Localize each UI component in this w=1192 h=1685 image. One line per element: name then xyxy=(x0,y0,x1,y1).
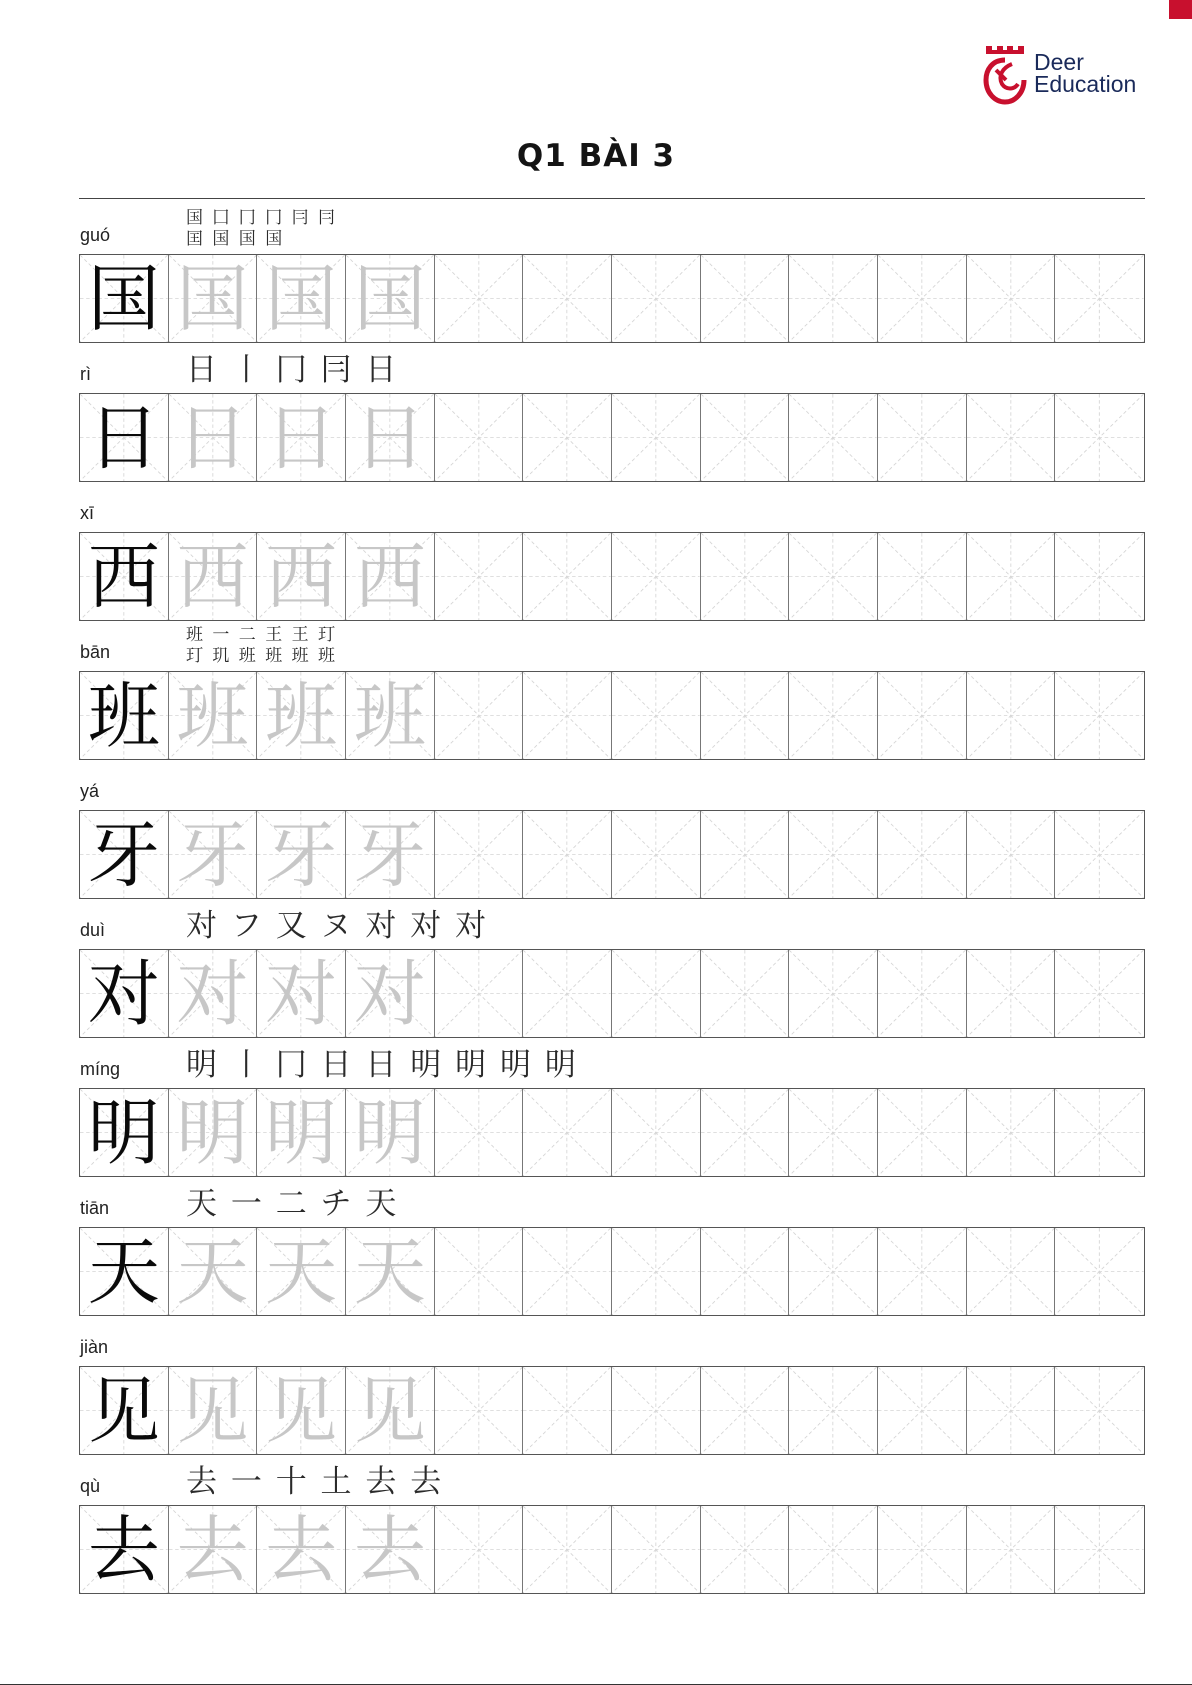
grid-guide-lines xyxy=(1055,672,1144,759)
grid-guide-lines xyxy=(523,1228,611,1315)
trace-character-cell xyxy=(169,1089,258,1176)
empty-practice-cell[interactable] xyxy=(435,255,524,342)
grid-guide-lines xyxy=(612,1089,700,1176)
grid-guide-lines xyxy=(701,1089,789,1176)
empty-practice-cell[interactable] xyxy=(967,950,1056,1037)
grid-guide-lines xyxy=(967,533,1055,620)
empty-practice-cell[interactable] xyxy=(612,672,701,759)
empty-practice-cell[interactable] xyxy=(523,255,612,342)
empty-practice-cell[interactable] xyxy=(1055,1228,1144,1315)
practice-row xyxy=(79,621,1145,760)
pinyin-label: yá xyxy=(80,781,100,801)
grid-guide-lines xyxy=(789,1089,877,1176)
empty-practice-cell[interactable] xyxy=(789,811,878,898)
empty-practice-cell[interactable] xyxy=(701,255,790,342)
model-character: 西 xyxy=(87,534,160,619)
empty-practice-cell[interactable] xyxy=(612,950,701,1037)
pinyin-label: bān xyxy=(80,642,111,662)
empty-practice-cell[interactable] xyxy=(435,394,524,481)
trace-character: 对 xyxy=(265,951,338,1036)
grid-guide-lines xyxy=(701,1228,789,1315)
grid-guide-lines xyxy=(612,533,700,620)
writing-grid xyxy=(79,671,1145,760)
empty-practice-cell[interactable] xyxy=(789,1367,878,1454)
grid-guide-lines xyxy=(789,533,877,620)
empty-practice-cell[interactable] xyxy=(878,811,967,898)
trace-character: 日 xyxy=(353,395,426,480)
model-character-cell xyxy=(80,672,169,759)
grid-guide-lines xyxy=(789,1228,877,1315)
trace-character-cell xyxy=(346,950,435,1037)
trace-character-cell xyxy=(346,672,435,759)
grid-guide-lines xyxy=(967,672,1055,759)
trace-character: 牙 xyxy=(176,812,249,897)
empty-practice-cell[interactable] xyxy=(701,1089,790,1176)
model-character: 去 xyxy=(87,1507,160,1592)
grid-guide-lines xyxy=(435,1228,523,1315)
empty-practice-cell[interactable] xyxy=(878,950,967,1037)
stroke-order-sequence: 班 一 二 王 王 玎 玎 玑 班 班 班 班 xyxy=(186,625,338,666)
grid-guide-lines xyxy=(967,1367,1055,1454)
trace-character-cell xyxy=(346,811,435,898)
trace-character: 牙 xyxy=(353,812,426,897)
practice-row xyxy=(79,204,1145,343)
model-character: 对 xyxy=(87,951,160,1036)
writing-grid xyxy=(79,1366,1145,1455)
writing-grid xyxy=(79,1088,1145,1177)
grid-guide-lines xyxy=(612,811,700,898)
empty-practice-cell[interactable] xyxy=(1055,950,1144,1037)
empty-practice-cell[interactable] xyxy=(435,1228,524,1315)
stroke-order-sequence: 天 一 二 チ 天 xyxy=(186,1186,399,1222)
empty-practice-cell[interactable] xyxy=(967,1367,1056,1454)
empty-practice-cell[interactable] xyxy=(967,533,1056,620)
grid-guide-lines xyxy=(967,811,1055,898)
trace-character: 日 xyxy=(265,395,338,480)
empty-practice-cell[interactable] xyxy=(789,1506,878,1593)
trace-character-cell xyxy=(257,950,346,1037)
grid-guide-lines xyxy=(1055,1367,1144,1454)
model-character-cell xyxy=(80,533,169,620)
trace-character: 明 xyxy=(265,1090,338,1175)
empty-practice-cell[interactable] xyxy=(701,1506,790,1593)
empty-practice-cell[interactable] xyxy=(612,1367,701,1454)
model-character: 天 xyxy=(87,1229,160,1314)
writing-grid xyxy=(79,532,1145,621)
model-character-cell xyxy=(80,394,169,481)
grid-guide-lines xyxy=(523,950,611,1037)
grid-guide-lines xyxy=(789,950,877,1037)
stroke-order-sequence: 对 フ 又 ヌ 对 对 对 xyxy=(186,908,489,944)
empty-practice-cell[interactable] xyxy=(789,394,878,481)
model-character: 国 xyxy=(87,256,160,341)
trace-character-cell xyxy=(346,1367,435,1454)
trace-character: 班 xyxy=(353,673,426,758)
empty-practice-cell[interactable] xyxy=(523,533,612,620)
trace-character: 对 xyxy=(353,951,426,1036)
trace-character: 日 xyxy=(176,395,249,480)
empty-practice-cell[interactable] xyxy=(435,950,524,1037)
trace-character-cell xyxy=(169,533,258,620)
grid-guide-lines xyxy=(612,950,700,1037)
grid-guide-lines xyxy=(612,255,700,342)
grid-guide-lines xyxy=(1055,394,1144,481)
trace-character: 国 xyxy=(353,256,426,341)
stroke-order-sequence: 日 丨 冂 冃 日 xyxy=(186,352,399,388)
model-character-cell xyxy=(80,950,169,1037)
grid-guide-lines xyxy=(789,394,877,481)
trace-character: 去 xyxy=(265,1507,338,1592)
trace-character: 班 xyxy=(265,673,338,758)
stroke-order-sequence: 明 丨 冂 日 日 明 明 明 明 xyxy=(186,1047,578,1083)
empty-practice-cell[interactable] xyxy=(701,533,790,620)
trace-character: 天 xyxy=(176,1229,249,1314)
grid-guide-lines xyxy=(435,950,523,1037)
grid-guide-lines xyxy=(523,255,611,342)
grid-guide-lines xyxy=(789,255,877,342)
trace-character: 对 xyxy=(176,951,249,1036)
writing-grid xyxy=(79,254,1145,343)
trace-character-cell xyxy=(346,533,435,620)
grid-guide-lines xyxy=(878,811,966,898)
empty-practice-cell[interactable] xyxy=(612,1228,701,1315)
empty-practice-cell[interactable] xyxy=(523,950,612,1037)
grid-guide-lines xyxy=(612,1506,700,1593)
empty-practice-cell[interactable] xyxy=(612,1506,701,1593)
grid-guide-lines xyxy=(523,1367,611,1454)
model-character-cell xyxy=(80,811,169,898)
grid-guide-lines xyxy=(612,1367,700,1454)
grid-guide-lines xyxy=(701,950,789,1037)
empty-practice-cell[interactable] xyxy=(967,394,1056,481)
empty-practice-cell[interactable] xyxy=(1055,1506,1144,1593)
empty-practice-cell[interactable] xyxy=(1055,1089,1144,1176)
grid-guide-lines xyxy=(435,394,523,481)
grid-guide-lines xyxy=(435,1089,523,1176)
grid-guide-lines xyxy=(1055,950,1144,1037)
empty-practice-cell[interactable] xyxy=(878,1089,967,1176)
grid-guide-lines xyxy=(612,394,700,481)
grid-guide-lines xyxy=(612,1228,700,1315)
practice-row xyxy=(79,899,1145,1038)
page-title: Q1 BÀI 3 xyxy=(516,138,676,174)
trace-character-cell xyxy=(257,672,346,759)
trace-character-cell xyxy=(169,811,258,898)
grid-guide-lines xyxy=(878,255,966,342)
empty-practice-cell[interactable] xyxy=(435,811,524,898)
stroke-order-sequence: 去 一 十 土 去 去 xyxy=(186,1464,444,1500)
grid-guide-lines xyxy=(612,672,700,759)
trace-character: 天 xyxy=(265,1229,338,1314)
empty-practice-cell[interactable] xyxy=(789,1228,878,1315)
pinyin-label: guó xyxy=(80,225,111,245)
trace-character-cell xyxy=(257,533,346,620)
trace-character-cell xyxy=(257,811,346,898)
empty-practice-cell[interactable] xyxy=(1055,394,1144,481)
trace-character: 国 xyxy=(176,256,249,341)
trace-character-cell xyxy=(257,394,346,481)
practice-row xyxy=(79,760,1145,899)
empty-practice-cell[interactable] xyxy=(878,394,967,481)
grid-guide-lines xyxy=(523,672,611,759)
grid-guide-lines xyxy=(1055,1506,1144,1593)
model-character-cell xyxy=(80,1089,169,1176)
grid-guide-lines xyxy=(967,394,1055,481)
practice-row xyxy=(79,343,1145,482)
empty-practice-cell[interactable] xyxy=(789,950,878,1037)
trace-character-cell xyxy=(169,1228,258,1315)
model-character: 班 xyxy=(87,673,160,758)
trace-character-cell xyxy=(169,1367,258,1454)
empty-practice-cell[interactable] xyxy=(789,672,878,759)
empty-practice-cell[interactable] xyxy=(789,255,878,342)
grid-guide-lines xyxy=(967,950,1055,1037)
grid-guide-lines xyxy=(435,811,523,898)
empty-practice-cell[interactable] xyxy=(435,672,524,759)
empty-practice-cell[interactable] xyxy=(967,1228,1056,1315)
grid-guide-lines xyxy=(878,1228,966,1315)
grid-guide-lines xyxy=(1055,1228,1144,1315)
grid-guide-lines xyxy=(878,1506,966,1593)
trace-character: 天 xyxy=(353,1229,426,1314)
empty-practice-cell[interactable] xyxy=(701,394,790,481)
trace-character-cell xyxy=(346,394,435,481)
trace-character-cell xyxy=(169,255,258,342)
title-divider xyxy=(79,198,1145,199)
grid-guide-lines xyxy=(435,672,523,759)
empty-practice-cell[interactable] xyxy=(1055,533,1144,620)
empty-practice-cell[interactable] xyxy=(612,533,701,620)
trace-character-cell xyxy=(257,1506,346,1593)
trace-character-cell xyxy=(346,1089,435,1176)
writing-grid xyxy=(79,1227,1145,1316)
trace-character: 国 xyxy=(265,256,338,341)
empty-practice-cell[interactable] xyxy=(701,1228,790,1315)
practice-row xyxy=(79,482,1145,621)
grid-guide-lines xyxy=(967,1228,1055,1315)
empty-practice-cell[interactable] xyxy=(967,1506,1056,1593)
pinyin-label: rì xyxy=(80,364,91,384)
empty-practice-cell[interactable] xyxy=(1055,255,1144,342)
grid-guide-lines xyxy=(878,394,966,481)
grid-guide-lines xyxy=(523,811,611,898)
pinyin-label: duì xyxy=(80,920,106,940)
practice-row xyxy=(79,1455,1145,1594)
grid-guide-lines xyxy=(435,533,523,620)
trace-character: 去 xyxy=(353,1507,426,1592)
trace-character: 西 xyxy=(265,534,338,619)
trace-character-cell xyxy=(346,1228,435,1315)
grid-guide-lines xyxy=(701,672,789,759)
brand-name xyxy=(1034,48,1137,97)
empty-practice-cell[interactable] xyxy=(878,1506,967,1593)
empty-practice-cell[interactable] xyxy=(878,1367,967,1454)
pinyin-label: jiàn xyxy=(80,1337,109,1357)
model-character-cell xyxy=(80,255,169,342)
grid-guide-lines xyxy=(523,533,611,620)
trace-character: 见 xyxy=(265,1368,338,1453)
grid-guide-lines xyxy=(1055,811,1144,898)
trace-character: 明 xyxy=(353,1090,426,1175)
pinyin-label: qù xyxy=(80,1476,101,1496)
grid-guide-lines xyxy=(701,811,789,898)
empty-practice-cell[interactable] xyxy=(789,1089,878,1176)
empty-practice-cell[interactable] xyxy=(435,1506,524,1593)
stroke-order-sequence: 国 囗 冂 冂 冃 冃 囯 国 国 国 xyxy=(186,208,338,249)
grid-guide-lines xyxy=(878,533,966,620)
empty-practice-cell[interactable] xyxy=(612,1089,701,1176)
trace-character: 班 xyxy=(176,673,249,758)
trace-character-cell xyxy=(257,255,346,342)
pinyin-label: míng xyxy=(80,1059,121,1079)
writing-grid xyxy=(79,1505,1145,1594)
grid-guide-lines xyxy=(789,672,877,759)
empty-practice-cell[interactable] xyxy=(701,1367,790,1454)
trace-character-cell xyxy=(169,394,258,481)
trace-character-cell xyxy=(169,1506,258,1593)
grid-guide-lines xyxy=(967,1506,1055,1593)
empty-practice-cell[interactable] xyxy=(612,811,701,898)
pinyin-label: tiān xyxy=(80,1198,110,1218)
empty-practice-cell[interactable] xyxy=(878,255,967,342)
empty-practice-cell[interactable] xyxy=(701,672,790,759)
grid-guide-lines xyxy=(789,1367,877,1454)
grid-guide-lines xyxy=(435,1367,523,1454)
practice-row xyxy=(79,1316,1145,1455)
empty-practice-cell[interactable] xyxy=(1055,811,1144,898)
grid-guide-lines xyxy=(523,1506,611,1593)
empty-practice-cell[interactable] xyxy=(435,1089,524,1176)
empty-practice-cell[interactable] xyxy=(523,1367,612,1454)
grid-guide-lines xyxy=(878,1367,966,1454)
trace-character: 见 xyxy=(176,1368,249,1453)
brand-name-line1: Deer xyxy=(1034,48,1084,75)
empty-practice-cell[interactable] xyxy=(523,1089,612,1176)
grid-guide-lines xyxy=(789,1506,877,1593)
pinyin-label: xī xyxy=(80,503,95,523)
model-character-cell xyxy=(80,1228,169,1315)
empty-practice-cell[interactable] xyxy=(789,533,878,620)
practice-row xyxy=(79,1038,1145,1177)
grid-guide-lines xyxy=(878,950,966,1037)
empty-practice-cell[interactable] xyxy=(523,672,612,759)
grid-guide-lines xyxy=(435,1506,523,1593)
empty-practice-cell[interactable] xyxy=(523,1228,612,1315)
empty-practice-cell[interactable] xyxy=(967,811,1056,898)
grid-guide-lines xyxy=(701,255,789,342)
trace-character-cell xyxy=(346,1506,435,1593)
practice-row xyxy=(79,1177,1145,1316)
empty-practice-cell[interactable] xyxy=(523,811,612,898)
empty-practice-cell[interactable] xyxy=(878,1228,967,1315)
empty-practice-cell[interactable] xyxy=(1055,1367,1144,1454)
writing-grid xyxy=(79,949,1145,1038)
grid-guide-lines xyxy=(701,1506,789,1593)
grid-guide-lines xyxy=(523,1089,611,1176)
trace-character-cell xyxy=(257,1228,346,1315)
grid-guide-lines xyxy=(789,811,877,898)
empty-practice-cell[interactable] xyxy=(967,672,1056,759)
trace-character-cell xyxy=(169,672,258,759)
grid-guide-lines xyxy=(701,394,789,481)
trace-character-cell xyxy=(257,1367,346,1454)
grid-guide-lines xyxy=(1055,1089,1144,1176)
empty-practice-cell[interactable] xyxy=(435,1367,524,1454)
grid-guide-lines xyxy=(967,1089,1055,1176)
trace-character-cell xyxy=(257,1089,346,1176)
model-character: 明 xyxy=(87,1090,160,1175)
brand-logo xyxy=(982,40,1136,105)
grid-guide-lines xyxy=(878,672,966,759)
grid-guide-lines xyxy=(435,255,523,342)
empty-practice-cell[interactable] xyxy=(967,1089,1056,1176)
model-character-cell xyxy=(80,1506,169,1593)
empty-practice-cell[interactable] xyxy=(523,1506,612,1593)
writing-grid xyxy=(79,810,1145,899)
deer-logo-icon xyxy=(982,40,1028,105)
empty-practice-cell[interactable] xyxy=(878,533,967,620)
model-character: 牙 xyxy=(87,812,160,897)
corner-accent xyxy=(1169,0,1192,19)
trace-character: 牙 xyxy=(265,812,338,897)
empty-practice-cell[interactable] xyxy=(701,811,790,898)
trace-character: 西 xyxy=(353,534,426,619)
empty-practice-cell[interactable] xyxy=(967,255,1056,342)
grid-guide-lines xyxy=(1055,533,1144,620)
empty-practice-cell[interactable] xyxy=(612,394,701,481)
grid-guide-lines xyxy=(1055,255,1144,342)
trace-character: 明 xyxy=(176,1090,249,1175)
grid-guide-lines xyxy=(701,533,789,620)
model-character: 见 xyxy=(87,1368,160,1453)
empty-practice-cell[interactable] xyxy=(1055,672,1144,759)
empty-practice-cell[interactable] xyxy=(878,672,967,759)
grid-guide-lines xyxy=(967,255,1055,342)
trace-character: 见 xyxy=(353,1368,426,1453)
grid-guide-lines xyxy=(523,394,611,481)
empty-practice-cell[interactable] xyxy=(612,255,701,342)
trace-character: 西 xyxy=(176,534,249,619)
trace-character-cell xyxy=(169,950,258,1037)
trace-character: 去 xyxy=(176,1507,249,1592)
model-character: 日 xyxy=(87,395,160,480)
grid-guide-lines xyxy=(878,1089,966,1176)
grid-guide-lines xyxy=(701,1367,789,1454)
empty-practice-cell[interactable] xyxy=(435,533,524,620)
empty-practice-cell[interactable] xyxy=(523,394,612,481)
model-character-cell xyxy=(80,1367,169,1454)
writing-grid xyxy=(79,393,1145,482)
brand-name-line2: Education xyxy=(1034,70,1137,97)
trace-character-cell xyxy=(346,255,435,342)
empty-practice-cell[interactable] xyxy=(701,950,790,1037)
